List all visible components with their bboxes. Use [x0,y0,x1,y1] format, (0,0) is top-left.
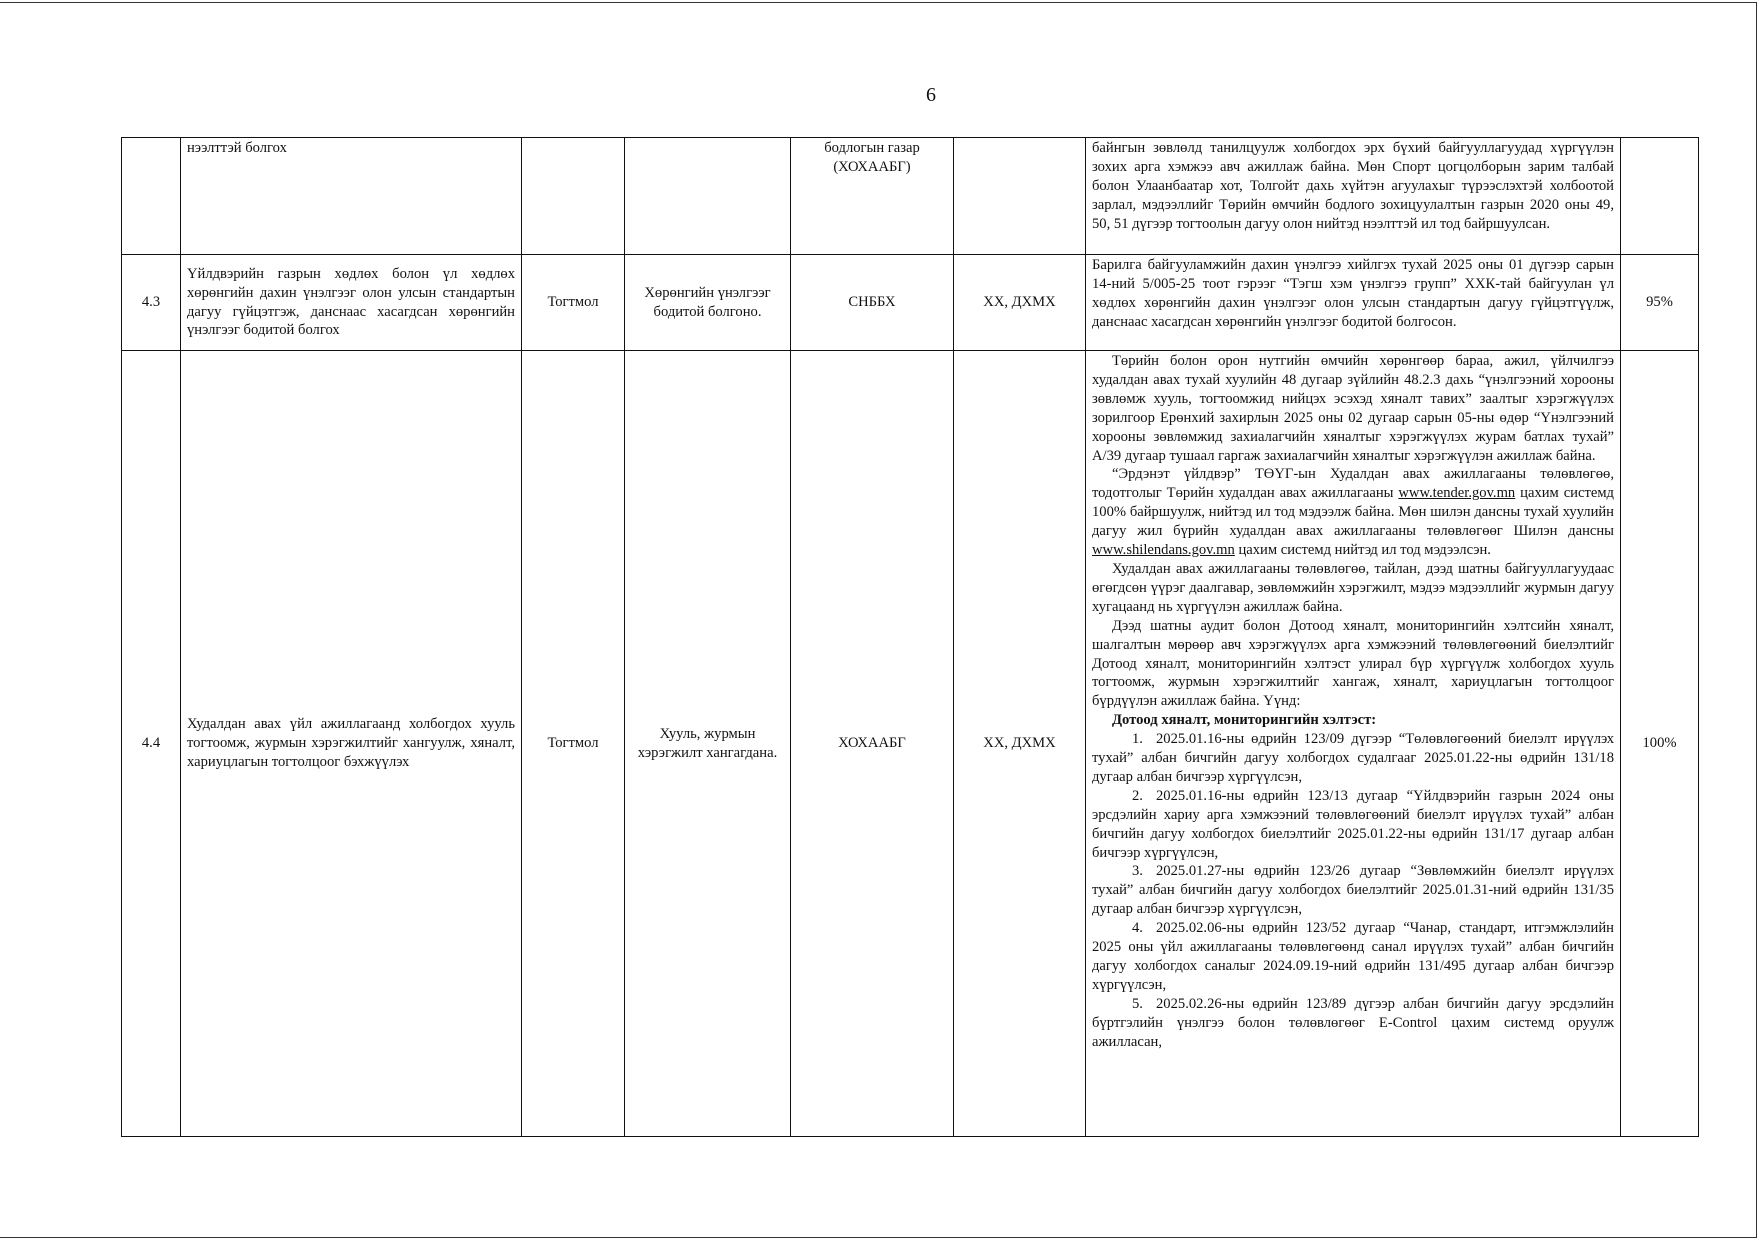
outcome-cell: Хөрөнгийн үнэлгээг бодитой болгоно. [625,255,791,351]
report-text: цахим системд 100% байршуулж, нийтэд ил тод мэдээлж байна. Мөн шилэн дансны тухай хуулийн дагуу жил бүрийн худалдан авах ажиллагааны төлөвлөгөөг Шилэн дансны [1092,485,1614,540]
report-paragraph: Дээд шатны аудит болон Дотоод хяналт, мониторингийн хэлтсийн хяналт, шалгалтын мөрөөр авч хэрэгжүүлэх арга хэмжээний төлөвлөгөөний биелэлтийг Дотоод хяналт, мониторингийн хэлтэст улирал бүр хүргүүлж холбогдох хууль тогтоомж, журмын хэрэгжилтийг хангаж, хяналт, хариуцлагын тогтолцоог бүрдүүлэн ажиллаж байна. Үүнд: [1092,617,1614,710]
report-subheading: Дотоод хяналт, мониторингийн хэлтэст: [1112,712,1377,729]
percent-cell: 100% [1621,351,1699,1137]
row-number: 4.3 [122,255,181,351]
partners-cell [954,138,1086,255]
list-item: 4. 2025.02.06-ны өдрийн 123/52 дугаар “Чанар, стандарт, итгэмжлэлийн 2025 оны үйл ажиллагааны төлөвлөгөөнд санал ирүүлэх тухай” албан бичгийн дагуу холбогдох саналыг 2024.09.19-ний өдрийн 131/495 дугаар албан бичгээр хүргүүлсэн, [1092,920,1614,993]
report-cell: Барилга байгууламжийн дахин үнэлгээ хийлгэх тухай 2025 оны 01 дүгээр сарын 14-ний 5/005-25 тоот гэрээг “Тэгш хэм үнэлгээ групп” ХХК-тай байгуулан үл хөдлөх хөрөнгийн дахин үнэлгээг олон улсын стандартын дагуу гүйцэтгүүлж, данснаас хасагдсан хөрөнгийн үнэлгээг бодитой болгосон. [1086,255,1621,351]
report-table [121,137,1699,1137]
page-border-top [0,2,1757,3]
list-item: 1. 2025.01.16-ны өдрийн 123/09 дүгээр “Төлөвлөгөөний биелэлт ирүүлэх тухай” албан бичгийн дагуу холбогдох судалгааг 2025.01.22-ны өдрийн 131/18 дугаар албан бичгээр хүргүүлсэн, [1092,731,1614,785]
tender-link[interactable]: www.tender.gov.mn [1398,485,1516,502]
deadline-cell: Тогтмол [522,351,625,1137]
partners-cell: ХХ, ДХМХ [954,351,1086,1137]
outcome-cell: Хууль, журмын хэрэгжилт хангагдана. [625,351,791,1137]
row-number [122,138,181,255]
partners-cell: ХХ, ДХМХ [954,255,1086,351]
task-cell: Үйлдвэрийн газрын хөдлөх болон үл хөдлөх хөрөнгийн дахин үнэлгээг олон улсын стандартын дагуу гүйцэтгэж, данснаас хасагдсан хөрөнгийн үнэлгээг бодитой болгох [181,255,522,351]
row-number: 4.4 [122,351,181,1137]
table-row [122,255,1699,351]
deadline-cell: Тогтмол [522,255,625,351]
report-cell: байнгын зөвлөлд танилцуулж холбогдох эрх бүхий байгууллагуудад хүргүүлэн зохих арга хэмжээ авч ажиллаж байна. Мөн Спорт цогцолборын зарим талбай болон Улаанбаатар хот, Толгойт дахь хүйтэн агуулахыг түрээслэхтэй холбоотой зарлал, мэдээллийг Төрийн өмчийн бодлого зохицуулалтын газрын 2020 оны 49, 50, 51 дүгээр тогтоолын дагуу олон нийтэд нээлттэй ил тод байршуулсан. [1086,138,1621,255]
percent-cell: 95% [1621,255,1699,351]
page-border-bottom [0,1237,1757,1238]
report-cell [1086,351,1621,1137]
report-text: “Эрдэнэт үйлдвэр” ТӨҮГ-ын Худалдан авах ажиллагааны төлөвлөгөө, тодотголыг Төрийн худалдан авах ажиллагааны [1092,466,1614,502]
table-row [122,351,1699,1137]
shilendans-link[interactable]: www.shilendans.gov.mn [1092,542,1235,559]
deadline-cell [522,138,625,255]
task-cell: нээлттэй болгох [181,138,522,255]
responsible-cell: ХОХААБГ [791,351,954,1137]
list-item: 2. 2025.01.16-ны өдрийн 123/13 дугаар “Үйлдвэрийн газрын 2024 оны эрсдэлийн хариу арга хэмжээний төлөвлөгөөний биелэлт ирүүлэх тухай” албан бичгийн дагуу холбогдох биелэлтийг 2025.01.22-ны өдрийн 131/17 дугаар албан бичгээр хүргүүлсэн, [1092,787,1614,861]
list-item: 3. 2025.01.27-ны өдрийн 123/26 дугаар “Зөвлөмжийн биелэлт ирүүлэх тухай” албан бичгийн дагуу холбогдох биелэлтийг 2025.01.31-ний өдрийн 131/35 дугаар албан бичгээр хүргүүлсэн, [1092,863,1614,918]
report-paragraph [1092,465,1614,560]
report-text: цахим системд нийтэд ил тод мэдээлсэн. [1234,542,1491,559]
outcome-cell [625,138,791,255]
task-cell: Худалдан авах үйл ажиллагаанд холбогдох хууль тогтоомж, журмын хэрэгжилтийг хангуулж, хяналт, хариуцлагын тогтолцоог бэхжүүлэх [181,351,522,1137]
responsible-cell: СНББХ [791,255,954,351]
list-item: 5. 2025.02.26-ны өдрийн 123/89 дүгээр албан бичгийн дагуу эрсдэлийн бүртгэлийн үнэлгээ болон төлөвлөгөөг E-Control цахим системд оруулж ажилласан, [1092,995,1614,1050]
percent-cell [1621,138,1699,255]
responsible-cell: бодлогын газар (ХОХААБГ) [791,138,954,255]
report-paragraph: Төрийн болон орон нутгийн өмчийн хөрөнгөөр бараа, ажил, үйлчилгээ худалдан авах тухай хуулийн 48 дугаар зүйлийн 48.2.3 дахь “үнэлгээний хорооны зөвлөмж хууль, тогтоомжид нийцэх эсэхэд хяналт тавих” заалтыг хэрэгжүүлэх зорилгоор Ерөнхий захирлын 2025 оны 02 дугаар сарын 05-ны өдөр “Үнэлгээний хорооны зөвлөмжид захиалагчийн хяналтыг хэрэгжүүлэх журам батлах тухай” А/39 дугаар тушаал гаргаж захиалагчийн хяналтыг хэрэгжүүлэн ажиллаж байна. [1092,353,1614,464]
table-row [122,138,1699,255]
report-paragraph: Худалдан авах ажиллагааны төлөвлөгөө, тайлан, дээд шатны байгууллагуудаас өгөгдсөн үүрэг даалгавар, зөвлөмжийн хэрэгжилт, мэдээ мэдээллийг журмын дагуу хугацаанд нь хүргүүлэн ажиллаж байна. [1092,560,1614,615]
page-border-right [1756,2,1757,1238]
page-number: 6 [926,84,936,106]
